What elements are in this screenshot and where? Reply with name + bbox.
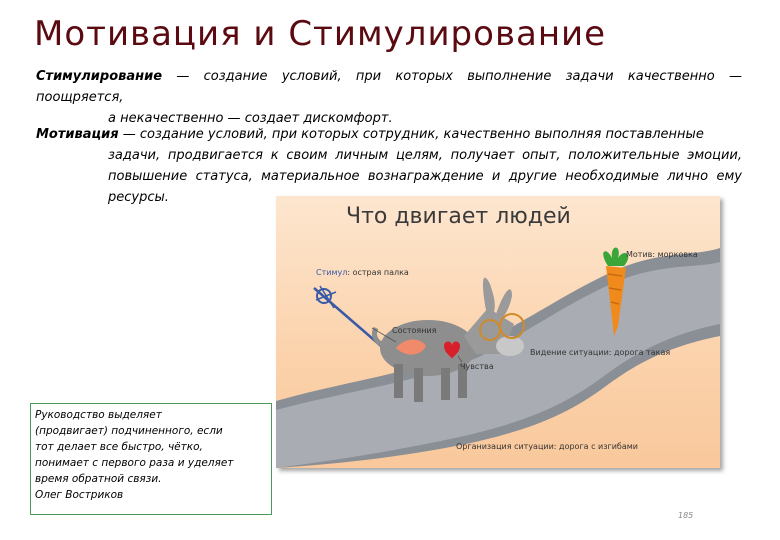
label-organization: Организация ситуации: дорога с изгибами: [456, 442, 638, 451]
label-stimulus: [316, 268, 409, 277]
label-feelings: Чувства: [460, 362, 494, 371]
stick-icon: [314, 286, 381, 346]
label-stimulus-rest: : острая палка: [347, 268, 409, 277]
definition-rest: задачи, продвигается к своим личным целям, получает опыт, положительные эмоции, повышение статуса, материальное вознаграждение и другие необходимые лично ему ресурсы.: [108, 148, 742, 205]
label-vision: Видение ситуации: дорога такая: [530, 348, 671, 357]
definition-term: Стимулирование: [36, 69, 163, 84]
definition-first-line: — создание условий, при которых сотрудник, качественно выполняя поставленные: [118, 127, 704, 142]
illustration-title: Что двигает людей: [346, 204, 571, 229]
quote-box: [30, 403, 272, 515]
page-number: 185: [678, 511, 694, 520]
definition-first-line: — создание условий, при которых выполнение задачи качественно — поощряется,: [36, 69, 742, 105]
definition-term: Мотивация: [36, 127, 119, 142]
quote-line: понимает с первого раза и уделяет: [35, 457, 234, 469]
donkey-illustration: [276, 196, 720, 468]
illustration-drawing: [276, 196, 720, 468]
page-title: Мотивация и Стимулирование: [34, 14, 607, 54]
road-surface: [276, 262, 720, 468]
quote-line: Руководство выделяет: [35, 409, 162, 421]
definition-rest: а некачественно — создает дискомфорт.: [108, 111, 393, 126]
label-stimulus-term: Стимул: [316, 268, 348, 277]
quote-line: время обратной связи.: [35, 473, 162, 485]
quote-author: Олег Востриков: [35, 489, 124, 501]
quote-line: тот делает все быстро, чётко,: [35, 441, 203, 453]
definition-stimulation: [36, 66, 742, 129]
label-motive: Мотив: морковка: [626, 250, 698, 259]
quote-line: (продвигает) подчиненного, если: [35, 425, 223, 437]
label-state: Состояния: [392, 326, 437, 335]
